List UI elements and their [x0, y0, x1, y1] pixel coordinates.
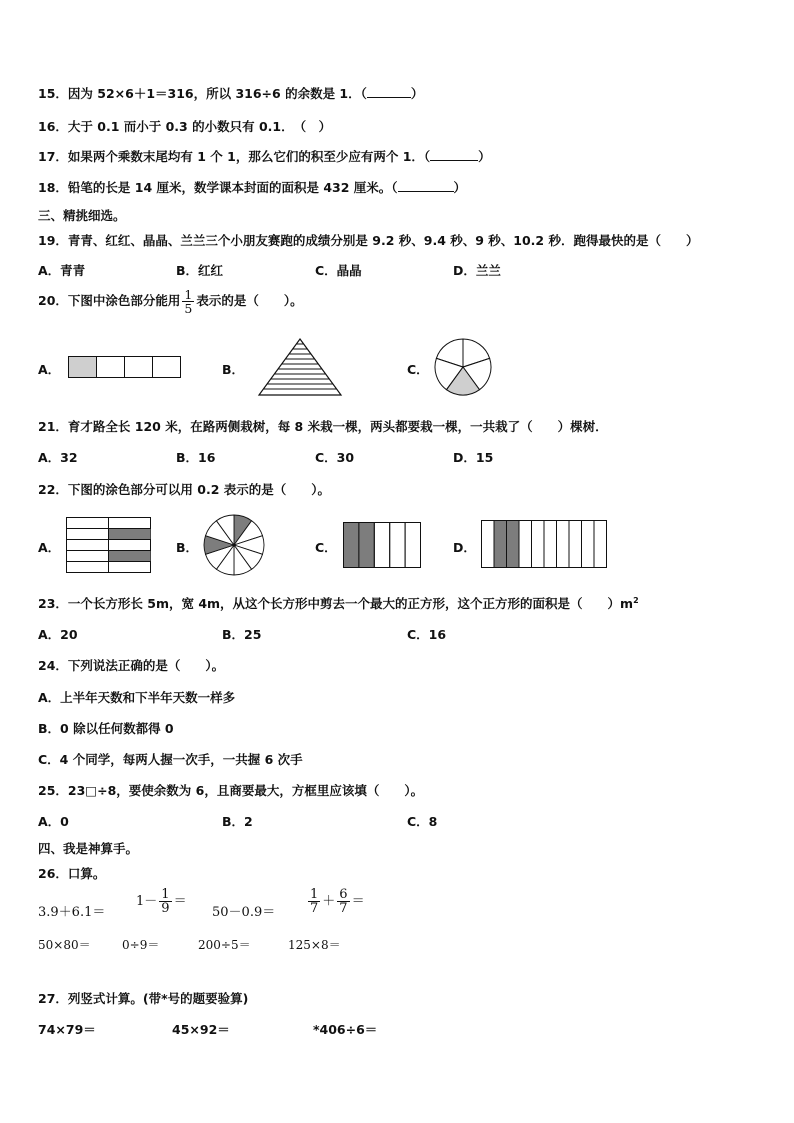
option-d[interactable]: D．兰兰: [453, 263, 501, 278]
section-heading-3: 三、精挑细选。: [38, 208, 126, 223]
option-b[interactable]: B．16: [176, 450, 216, 465]
figure-pie-tenths[interactable]: [203, 514, 265, 576]
vertical-calc-3: *406÷6＝: [313, 1022, 378, 1037]
option-b[interactable]: B．25: [222, 627, 262, 642]
answer-blank[interactable]: [367, 85, 411, 98]
oral-calc-2: 1－ $\frac{1}{9}$ ＝: [136, 887, 187, 916]
option-c[interactable]: C．晶晶: [315, 263, 362, 278]
figure-striped-triangle[interactable]: [258, 338, 342, 396]
figure-pie-fifths[interactable]: [434, 338, 492, 396]
option-a[interactable]: A．32: [38, 450, 78, 465]
option-a-label[interactable]: A．: [38, 540, 61, 555]
option-a[interactable]: A．青青: [38, 263, 86, 278]
figure-bar-fifths[interactable]: [68, 356, 182, 378]
question-27-title: 27．列竖式计算。(带*号的题要验算): [38, 991, 249, 1006]
option-c[interactable]: C．8: [407, 814, 438, 829]
question-15: 15．因为 52×6＋1＝316，所以 316÷6 的余数是 1．（ ）: [38, 86, 424, 101]
option-a-label[interactable]: A．: [38, 362, 61, 377]
option-a[interactable]: A．上半年天数和下半年天数一样多: [38, 690, 236, 705]
figure-bar-tenths[interactable]: [481, 520, 607, 568]
option-a[interactable]: A．0: [38, 814, 69, 829]
figure-bar-fifths-shaded[interactable]: [343, 522, 421, 568]
vertical-calc-2: 45×92＝: [172, 1022, 230, 1037]
section-heading-4: 四、我是神算手。: [38, 841, 139, 856]
option-b-label[interactable]: B．: [176, 540, 199, 555]
option-b[interactable]: B．2: [222, 814, 253, 829]
option-b[interactable]: B．红红: [176, 263, 224, 278]
option-b-label[interactable]: B．: [222, 362, 245, 377]
option-c-label[interactable]: C．: [315, 540, 337, 555]
oral-calc-4: $\frac{1}{7}$ ＋ $\frac{6}{7}$ ＝: [310, 887, 365, 916]
question-18: 18．铅笔的长是 14 厘米，数学课本封面的面积是 432 厘米。（ ）: [38, 180, 467, 195]
option-c[interactable]: C．16: [407, 627, 447, 642]
oral-calc-1: 3.9＋6.1＝: [38, 905, 106, 920]
option-d-label[interactable]: D．: [453, 540, 476, 555]
question-17: 17．如果两个乘数末尾均有 1 个 1，那么它们的积至少应有两个 1．（ ）: [38, 149, 491, 164]
option-b[interactable]: B．0 除以任何数都得 0: [38, 721, 174, 736]
question-20: 20．下图中涂色部分能用 $\frac{1}{5}$ 表示的是（ ）。: [38, 287, 303, 316]
answer-blank[interactable]: [398, 179, 454, 192]
question-16: 16．大于 0.1 而小于 0.3 的小数只有 0.1． （ ）: [38, 119, 332, 134]
oral-calc-6: 0÷9＝: [122, 938, 160, 952]
question-19: 19．青青、红红、晶晶、兰兰三个小朋友赛跑的成绩分别是 9.2 秒、9.4 秒、9 秒、10.2 秒．跑得最快的是（ ）: [38, 233, 699, 248]
option-c[interactable]: C．30: [315, 450, 355, 465]
answer-blank[interactable]: [430, 148, 478, 161]
option-a[interactable]: A．20: [38, 627, 78, 642]
fraction-one-fifth: $\frac{1}{5}$: [184, 287, 193, 316]
oral-calc-3: 50－0.9＝: [212, 905, 276, 920]
option-d[interactable]: D．15: [453, 450, 494, 465]
question-22: 22．下图的涂色部分可以用 0.2 表示的是（ ）。: [38, 482, 330, 497]
option-c-label[interactable]: C．: [407, 362, 429, 377]
vertical-calc-1: 74×79＝: [38, 1022, 96, 1037]
question-24: 24．下列说法正确的是（ ）。: [38, 658, 225, 673]
oral-calc-7: 200÷5＝: [198, 938, 251, 952]
figure-rect-grid[interactable]: [66, 517, 152, 573]
oral-calc-5: 50×80＝: [38, 938, 91, 952]
question-21: 21．育才路全长 120 米，在路两侧栽树，每 8 米栽一棵，两头都要栽一棵，一共栽了（ ）棵树．: [38, 419, 608, 434]
question-23: 23．一个长方形长 5m，宽 4m，从这个长方形中剪去一个最大的正方形，这个正方形的面积是（ ）$m^2$: [38, 595, 639, 611]
option-c[interactable]: C．4 个同学，每两人握一次手，一共握 6 次手: [38, 752, 303, 767]
question-26-title: 26．口算。: [38, 866, 106, 881]
oral-calc-8: 125×8＝: [288, 938, 341, 952]
question-25: 25．23□÷8，要使余数为 6，且商要最大，方框里应该填（ ）。: [38, 783, 424, 798]
